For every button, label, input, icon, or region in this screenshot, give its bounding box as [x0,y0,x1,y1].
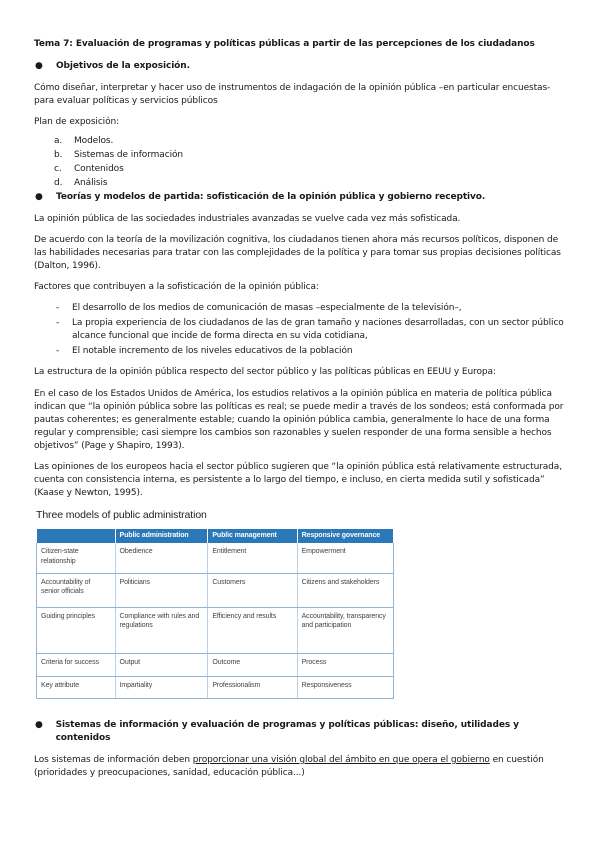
table-cell: Obedience [115,543,208,573]
table-cell: Citizens and stakeholders [297,573,393,607]
list-item: a. Modelos. [54,136,114,147]
list-item: d. Análisis [54,178,108,189]
table-cell: Criteria for success [37,653,116,676]
table-cell: Guiding principles [37,607,116,653]
table-header-cell [37,529,116,543]
list-item: c. Contenidos [54,164,124,175]
table-header-row [37,529,394,543]
table-cell: Outcome [208,653,297,676]
table-cell: Customers [208,573,297,607]
table-cell: Key attribute [37,676,116,698]
table-cell: Accountability of senior officials [37,573,116,607]
models-table [36,529,394,699]
list-item: - La propia experiencia de los ciudadanos de las de gran tamaño y naciones desarrolladas, con un sector público alcance funcional que incide de forma directa en su vida cotidiana, [56,318,564,342]
list-item: - El notable incremento de los niveles educativos de la población [56,346,353,357]
paragraph: En el caso de los Estados Unidos de América, los estudios relativos a la opinión pública en materia de política pública indican que “la opinión pública sobre las políticas es real; se puede medir a través de los sondeos; está conformada por pautas coherentes; es generalmente estable; cuando la opinión pública cambia, generalmente lo hace de una forma regular y comprensible; casi siempre los cambios son razonables y suelen responder de una forma sensible a hechos objetivos” (Page y Shapiro, 1993). [34,388,564,451]
table-cell: Politicians [115,573,208,607]
table-header-cell: Responsive governance [297,529,393,543]
paragraph: Factores que contribuyen a la sofisticación de la opinión pública: [34,282,319,293]
document-title: Tema 7: Evaluación de programas y políticas públicas a partir de las percepciones de los ciudadanos [34,39,535,49]
table-cell: Process [297,653,393,676]
table-header-cell: Public administration [115,529,208,543]
paragraph: La opinión pública de las sociedades industriales avanzadas se vuelve cada vez más sofisticada. [34,214,461,225]
section-heading-text: Objetivos de la exposición. [56,61,190,72]
table-row [37,676,394,698]
table-cell: Responsiveness [297,676,393,698]
section-heading-objetivos [34,60,566,73]
table-row [37,653,394,676]
table-cell: Efficiency and results [208,607,297,653]
table-row [37,607,394,653]
objetivos-paragraph: Cómo diseñar, interpretar y hacer uso de instrumentos de indagación de la opinión pública –en particular encuestas- para evaluar políticas y servicios públicos [34,83,551,107]
list-item: b. Sistemas de información [54,150,183,161]
section-heading-text: Teorías y modelos de partida: sofisticación de la opinión pública y gobierno receptivo. [56,191,486,202]
bullet-icon: ● [35,61,43,72]
section-heading-sistemas [34,719,566,745]
section-heading-text: Sistemas de información y evaluación de programas y políticas públicas: diseño, utilidades y contenidos [55,719,519,743]
table-header-cell: Public management [208,529,297,543]
paragraph: Las opiniones de los europeos hacia el sector público sugieren que “la opinión pública está relativamente estructurada, cuenta con consistencia interna, es persistente a lo largo del tiempo, e incluso, en cierta medida sutil y sofisticada” (Kaase y Newton, 1995). [34,461,562,498]
bullet-icon: ● [35,719,43,730]
table-cell: Citizen-state relationship [37,543,116,573]
table-cell: Compliance with rules and regulations [115,607,208,653]
plan-label: Plan de exposición: [34,117,120,128]
section-heading-teorias [34,191,566,204]
list-item: - El desarrollo de los medios de comunicación de masas –especialmente de la televisión–, [56,303,462,314]
bullet-icon: ● [35,191,43,202]
factors-list [34,302,566,358]
table-cell: Professionalism [208,676,297,698]
table-cell: Accountability, transparency and participation [297,607,393,653]
table-row [37,543,394,573]
plan-list [34,135,566,191]
paragraph: La estructura de la opinión pública respecto del sector público y las políticas públicas en EEUU y Europa: [34,367,496,378]
sistemas-paragraph: Los sistemas de información deben proporcionar una visión global del ámbito en que opera el gobierno en cuestión (prioridades y preocupaciones, sanidad, educación pública...) [34,754,544,778]
table-cell: Entitlement [208,543,297,573]
table-cell: Impartiality [115,676,208,698]
table-cell: Output [115,653,208,676]
table-row [37,573,394,607]
underlined-text: proporcionar una visión global del ámbito en que opera el gobierno [192,754,490,765]
table-title: Three models of public administration [36,508,207,521]
paragraph: De acuerdo con la teoría de la movilización cognitiva, los ciudadanos tienen ahora más recursos políticos, disponen de las habilidades necesarias para tratar con las complejidades de la política y para tomar sus propias decisiones políticas (Dalton, 1996). [34,235,561,272]
table-cell: Empowerment [297,543,393,573]
